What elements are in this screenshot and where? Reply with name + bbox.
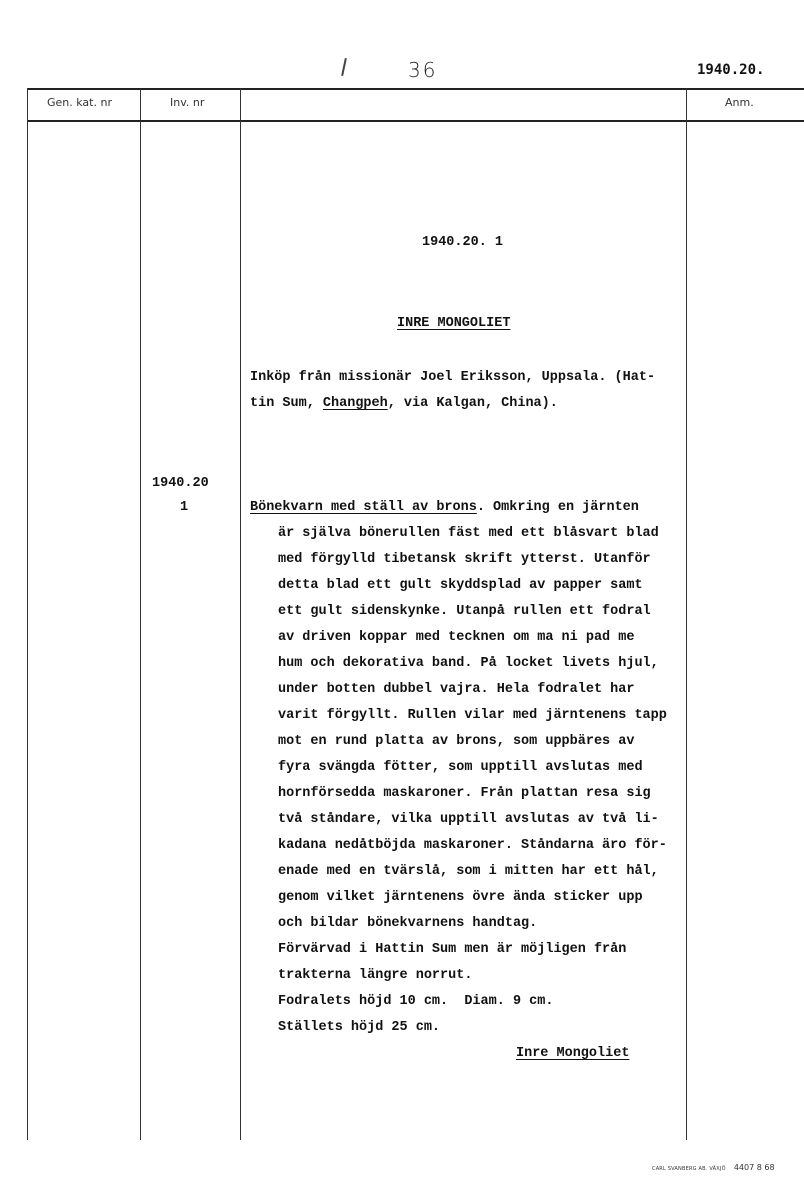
printer-imprint <box>652 1155 775 1174</box>
column-header-gen-kat-nr: Gen. kat. nr <box>47 96 112 109</box>
description-line: två ståndare, vilka upptill avslutas av två li- <box>278 812 659 827</box>
description-text: . Omkring en järnten <box>476 500 639 515</box>
page-number: 36 <box>408 58 438 82</box>
acquisition-line-1: Inköp från missionär Joel Eriksson, Uppsala. (Hat- <box>250 370 656 385</box>
column-header-anm: Anm. <box>725 96 754 109</box>
description-line: med förgylld tibetansk skrift ytterst. Utanför <box>278 552 651 567</box>
description-line: hornförsedda maskaroner. Från plattan resa sig <box>278 786 651 801</box>
column-divider-gen-inv <box>140 88 141 1140</box>
column-divider-left-edge <box>27 88 28 1140</box>
entry-number-heading: 1940.20. 1 <box>422 235 504 250</box>
column-divider-inv-main <box>240 88 241 1140</box>
pen-mark <box>341 58 347 76</box>
acquisition-text: tin Sum, <box>250 396 323 411</box>
description-line: ett gult sidenskynke. Utanpå rullen ett fodral <box>278 604 651 619</box>
column-header-inv-nr: Inv. nr <box>170 96 205 109</box>
description-line: detta blad ett gult skyddsplad av papper samt <box>278 578 643 593</box>
column-divider-main-anm <box>686 88 687 1140</box>
catalog-reference: 1940.20. <box>697 62 765 78</box>
description-line: kadana nedåtböjda maskaroner. Ståndarna äro för- <box>278 838 667 853</box>
description-line: enade med en tvärslå, som i mitten har ett hål, <box>278 864 659 879</box>
inventory-number: 1940.20 <box>152 476 209 491</box>
object-title: Bönekvarn med ställ av brons <box>250 500 477 515</box>
header-bottom-rule <box>27 120 804 122</box>
provenance-line: Förvärvad i Hattin Sum men är möjligen från <box>278 942 627 957</box>
place-name: Changpeh <box>322 396 388 411</box>
description-line: under botten dubbel vajra. Hela fodralet har <box>278 682 635 697</box>
description-line: genom vilket järntenens övre ända sticker upp <box>278 890 643 905</box>
description-line: mot en rund platta av brons, som uppbäres av <box>278 734 635 749</box>
description-first-line <box>250 500 639 515</box>
region-footer: Inre Mongoliet <box>516 1046 630 1061</box>
description-line: fyra svängda fötter, som upptill avslutas med <box>278 760 643 775</box>
region-heading: INRE MONGOLIET <box>397 316 511 331</box>
acquisition-text: , via Kalgan, China). <box>387 396 558 411</box>
printer-name: CARL SVANBERG AB. VÄXJÖ <box>652 1166 726 1172</box>
provenance-line: trakterna längre norrut. <box>278 968 473 983</box>
description-line: är själva bönerullen fäst med ett blåsvart blad <box>278 526 659 541</box>
table-top-rule <box>27 88 804 90</box>
form-code: 4407 8 68 <box>733 1163 775 1172</box>
inventory-subnumber: 1 <box>180 500 189 515</box>
dimensions-line: Fodralets höjd 10 cm. Diam. 9 cm. <box>278 994 554 1009</box>
description-line: och bildar bönekvarnens handtag. <box>278 916 538 931</box>
acquisition-line-2 <box>250 396 558 411</box>
description-line: hum och dekorativa band. På locket livets hjul, <box>278 656 659 671</box>
dimensions-line: Ställets höjd 25 cm. <box>278 1020 441 1035</box>
description-line: av driven koppar med tecknen om ma ni pad me <box>278 630 635 645</box>
description-line: varit förgyllt. Rullen vilar med järntenens tapp <box>278 708 667 723</box>
